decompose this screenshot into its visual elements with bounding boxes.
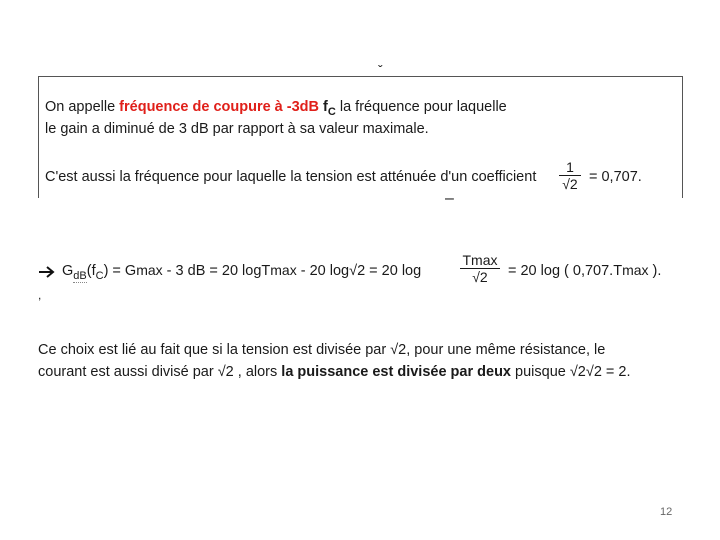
definition-intro: On appelle bbox=[45, 99, 120, 115]
equation-part-3: - 20 log√2 = 20 log bbox=[296, 263, 422, 279]
equation-end: ). bbox=[648, 263, 662, 279]
fraction-numerator: 1 bbox=[566, 159, 574, 175]
tmax-fraction bbox=[460, 252, 500, 285]
fc-subscript: C bbox=[327, 106, 336, 118]
tmax-denominator: √2 bbox=[460, 268, 500, 285]
definition-box bbox=[38, 76, 683, 198]
equation-result bbox=[508, 262, 661, 279]
gain-subscript: dB bbox=[73, 270, 87, 282]
tmax-numerator: Tmax bbox=[462, 252, 498, 268]
fc-argument: (f bbox=[86, 263, 96, 279]
arrow-icon bbox=[38, 265, 56, 279]
definition-line-3: C'est aussi la fréquence pour laquelle la tension est atténuée d'un coefficient bbox=[45, 169, 537, 185]
tmax-subscript-2: max bbox=[622, 262, 649, 278]
comma-mark: , bbox=[38, 288, 42, 302]
gmax-subscript: max bbox=[136, 262, 163, 278]
fc-argument-subscript: C bbox=[95, 270, 104, 282]
power-halved-phrase: la puissance est divisée par deux bbox=[281, 364, 511, 380]
definition-line-1-end: la fréquence pour laquelle bbox=[335, 99, 507, 115]
attenuation-fraction bbox=[559, 159, 581, 192]
explanation-line-2-end: puisque √2√2 = 2. bbox=[511, 364, 631, 380]
coefficient-value: = 0,707. bbox=[589, 169, 642, 185]
explanation-line-2-start: courant est aussi divisé par √2 , alors bbox=[38, 364, 282, 380]
page-number: 12 bbox=[660, 506, 673, 518]
definition-line-1 bbox=[45, 99, 507, 118]
equation-part-2: - 3 dB = 20 log bbox=[162, 263, 262, 279]
equation-part-1: ) = G bbox=[103, 263, 137, 279]
cutoff-frequency-term: fréquence de coupure à -3dB bbox=[119, 99, 319, 115]
fraction-denominator: √2 bbox=[559, 175, 581, 192]
explanation-line-1: Ce choix est lié au fait que si la tension est divisée par √2, pour une même résistance, le bbox=[38, 342, 606, 358]
tmax-subscript: max bbox=[270, 262, 297, 278]
explanation-line-2 bbox=[38, 364, 631, 380]
gain-equation bbox=[62, 262, 422, 282]
gain-symbol: G bbox=[62, 263, 74, 279]
definition-line-2: le gain a diminué de 3 dB par rapport à sa valeur maximale. bbox=[45, 121, 429, 137]
dash-mark: – bbox=[445, 190, 454, 207]
t-symbol: T bbox=[261, 263, 271, 279]
accent-mark: ˇ bbox=[378, 62, 383, 78]
equation-part-4: = 20 log ( 0,707.T bbox=[508, 263, 623, 279]
fc-symbol: f bbox=[323, 99, 328, 115]
